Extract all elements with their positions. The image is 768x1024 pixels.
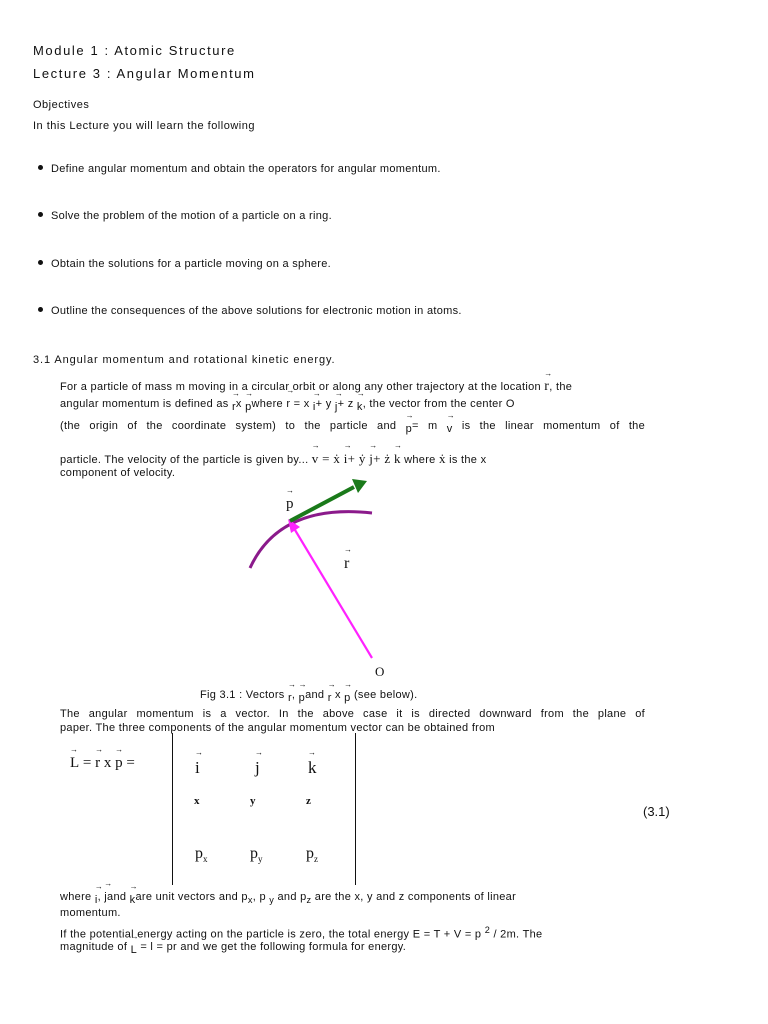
bullet-icon bbox=[38, 307, 43, 312]
module-title: Module 1 : Atomic Structure bbox=[33, 43, 236, 58]
paragraph-line: If the potential energy acting on the particle is zero, the total energy E = T + V = p $^2$ / 2m. The bbox=[60, 925, 543, 941]
trajectory-arc bbox=[250, 512, 372, 568]
figure-label-p: → p bbox=[286, 496, 294, 513]
momentum-vector-p bbox=[290, 487, 354, 521]
objective-item: Solve the problem of the motion of a particle on a ring. bbox=[38, 207, 332, 224]
paragraph-line: The angular momentum is a vector. In the above case it is directed downward from the plane of bbox=[60, 708, 645, 720]
objectives-heading: Objectives bbox=[33, 99, 90, 111]
bullet-icon bbox=[38, 165, 43, 170]
bullet-icon bbox=[38, 212, 43, 217]
matrix-cell: → i bbox=[195, 758, 200, 778]
paragraph-line: momentum. bbox=[60, 907, 121, 919]
equation-number: (3.1) bbox=[643, 804, 670, 819]
figure-caption: Fig 3.1 : Vectors → r, → pand → r x → p (see below). bbox=[200, 687, 417, 703]
paragraph-line: (the origin of the coordinate system) to the particle and → p= m → v is the linear momentum of the bbox=[60, 418, 645, 434]
matrix-cell: x bbox=[194, 795, 200, 807]
position-vector-r bbox=[292, 525, 372, 658]
lecture-title: Lecture 3 : Angular Momentum bbox=[33, 66, 256, 81]
figure-label-r: → r bbox=[344, 555, 349, 573]
paragraph-line: component of velocity. bbox=[60, 467, 176, 479]
matrix-cell: y bbox=[250, 795, 256, 807]
paragraph-line: paper. The three components of the angular momentum vector can be obtained from bbox=[60, 722, 496, 734]
matrix-cell: → j bbox=[255, 758, 260, 778]
objectives-intro: In this Lecture you will learn the following bbox=[33, 120, 255, 132]
figure-label-origin: O bbox=[375, 664, 385, 679]
paragraph-line: angular momentum is defined as → rx → pwhere → r = x → i+ y → j+ z → k, the vector from the center O bbox=[60, 396, 645, 412]
matrix-cell: z bbox=[306, 795, 311, 807]
matrix-cell: $p_z$ bbox=[306, 845, 318, 865]
arrowhead-p-icon bbox=[352, 479, 367, 493]
objective-item: Obtain the solutions for a particle moving on a sphere. bbox=[38, 255, 331, 272]
matrix-cell: $p_x$ bbox=[195, 845, 208, 865]
matrix-cell: $p_y$ bbox=[250, 845, 263, 865]
section-heading: 3.1 Angular momentum and rotational kinetic energy. bbox=[33, 354, 336, 366]
paragraph-line: magnitude of → L = l = pr and we get the following formula for energy. bbox=[60, 939, 645, 955]
paragraph-line: particle. The velocity of the particle is given by... → v = ẋ → i+ ẏ → j+ ż → k where ẋ is the x bbox=[60, 451, 645, 468]
objective-item: Define angular momentum and obtain the operators for angular momentum. bbox=[38, 160, 441, 177]
equation-lhs: → L = → r x → p = bbox=[70, 755, 135, 772]
vector-figure bbox=[230, 475, 410, 680]
matrix-cell: → k bbox=[308, 758, 317, 778]
objective-item: Outline the consequences of the above solutions for electronic motion in atoms. bbox=[38, 302, 462, 319]
bullet-icon bbox=[38, 260, 43, 265]
paragraph-line: For a particle of mass m moving in a circular orbit or along any other trajectory at the location → r, the bbox=[60, 379, 645, 395]
paragraph-line: where → i, → jand → kare unit vectors and $p_x$, p $_y$ and $p_z$ are the x, y and z components of linear bbox=[60, 889, 645, 908]
